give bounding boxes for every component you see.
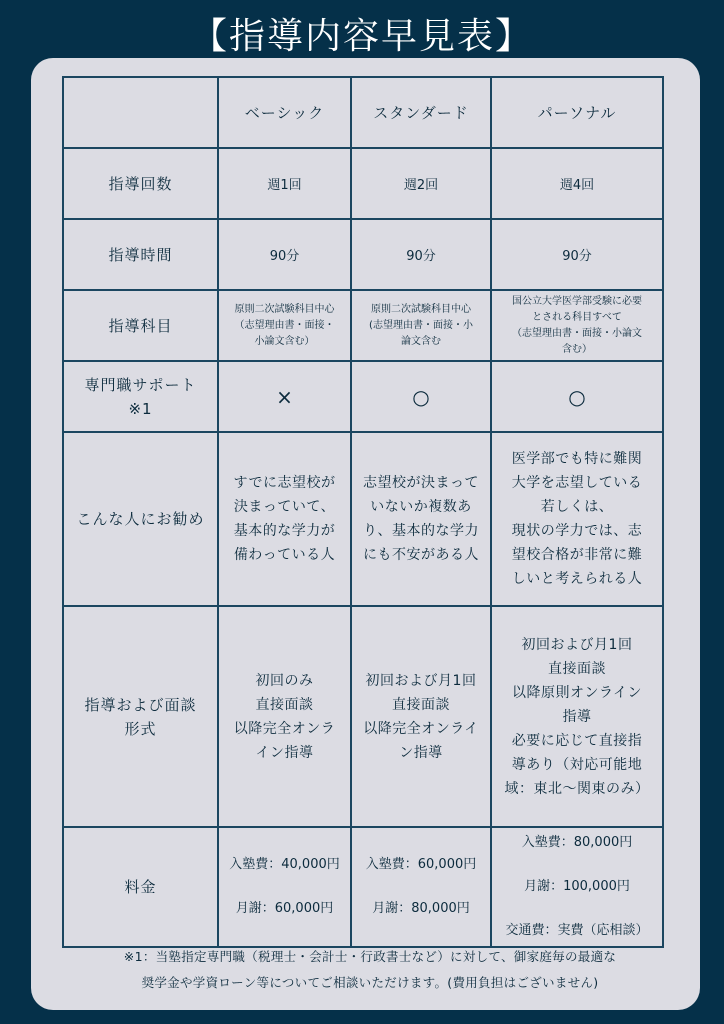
support-row [63, 361, 663, 432]
format-personal: 初回および月1回 直接面談 以降原則オンライン 指導 必要に応じて直接指 導あり（対応可能地 域：東北〜関東のみ） [491, 606, 663, 827]
frequency-label: 指導回数 [63, 148, 218, 219]
plan-standard-header: スタンダード [351, 77, 491, 148]
recommended-basic: すでに志望校が 決まっていて、 基本的な学力が 備わっている人 [218, 432, 351, 606]
frequency-row [63, 148, 663, 219]
page-title: 【指導内容早見表】 [190, 16, 533, 57]
support-standard-mark: ○ [351, 361, 491, 432]
plan-personal-header: パーソナル [491, 77, 663, 148]
recommended-label: こんな人にお勧め [63, 432, 218, 606]
duration-standard: 90分 [351, 219, 491, 290]
frequency-standard: 週2回 [351, 148, 491, 219]
format-row [63, 606, 663, 827]
fee-personal: 入塾費：80,000円 月謝：100,000円 交通費：実費（応相談） [491, 827, 663, 947]
format-basic: 初回のみ 直接面談 以降完全オンラ イン指導 [218, 606, 351, 827]
duration-label: 指導時間 [63, 219, 218, 290]
duration-basic: 90分 [218, 219, 351, 290]
support-personal-mark: ○ [491, 361, 663, 432]
recommended-standard: 志望校が決まって いないか複数あ り、基本的な学力 にも不安がある人 [351, 432, 491, 606]
format-label: 指導および面談 形式 [63, 606, 218, 827]
subjects-row [63, 290, 663, 361]
frequency-personal: 週4回 [491, 148, 663, 219]
subjects-personal: 国公立大学医学部受験に必要 とされる科目すべて （志望理由書・面接・小論文 含む） [491, 290, 663, 361]
plan-basic-header: ベーシック [218, 77, 351, 148]
footnote: ※1：当塾指定専門職（税理士・会計士・行政書士など）に対して、御家庭毎の最適な 奨学金や学資ローン等についてご相談いただけます。(費用負担はございません) [123, 949, 617, 990]
fee-basic: 入塾費：40,000円 月謝：60,000円 [218, 827, 351, 947]
recommended-row [63, 432, 663, 606]
support-label: 専門職サポート ※1 [63, 361, 218, 432]
subjects-basic: 原則二次試験科目中心 （志望理由書・面接・ 小論文含む） [218, 290, 351, 361]
header-row [63, 77, 663, 148]
duration-row [63, 219, 663, 290]
fee-label: 料金 [63, 827, 218, 947]
plan-comparison-table [62, 76, 664, 948]
subjects-label: 指導科目 [63, 290, 218, 361]
frequency-basic: 週1回 [218, 148, 351, 219]
header-empty-cell [63, 77, 218, 148]
support-basic-mark: × [218, 361, 351, 432]
duration-personal: 90分 [491, 219, 663, 290]
recommended-personal: 医学部でも特に難関 大学を志望している 若しくは、 現状の学力では、志 望校合格が非常に難 しいと考えられる人 [491, 432, 663, 606]
fee-row [63, 827, 663, 947]
format-standard: 初回および月1回 直接面談 以降完全オンライ ン指導 [351, 606, 491, 827]
fee-standard: 入塾費：60,000円 月謝：80,000円 [351, 827, 491, 947]
subjects-standard: 原則二次試験科目中心 (志望理由書・面接・小 論文含む [351, 290, 491, 361]
